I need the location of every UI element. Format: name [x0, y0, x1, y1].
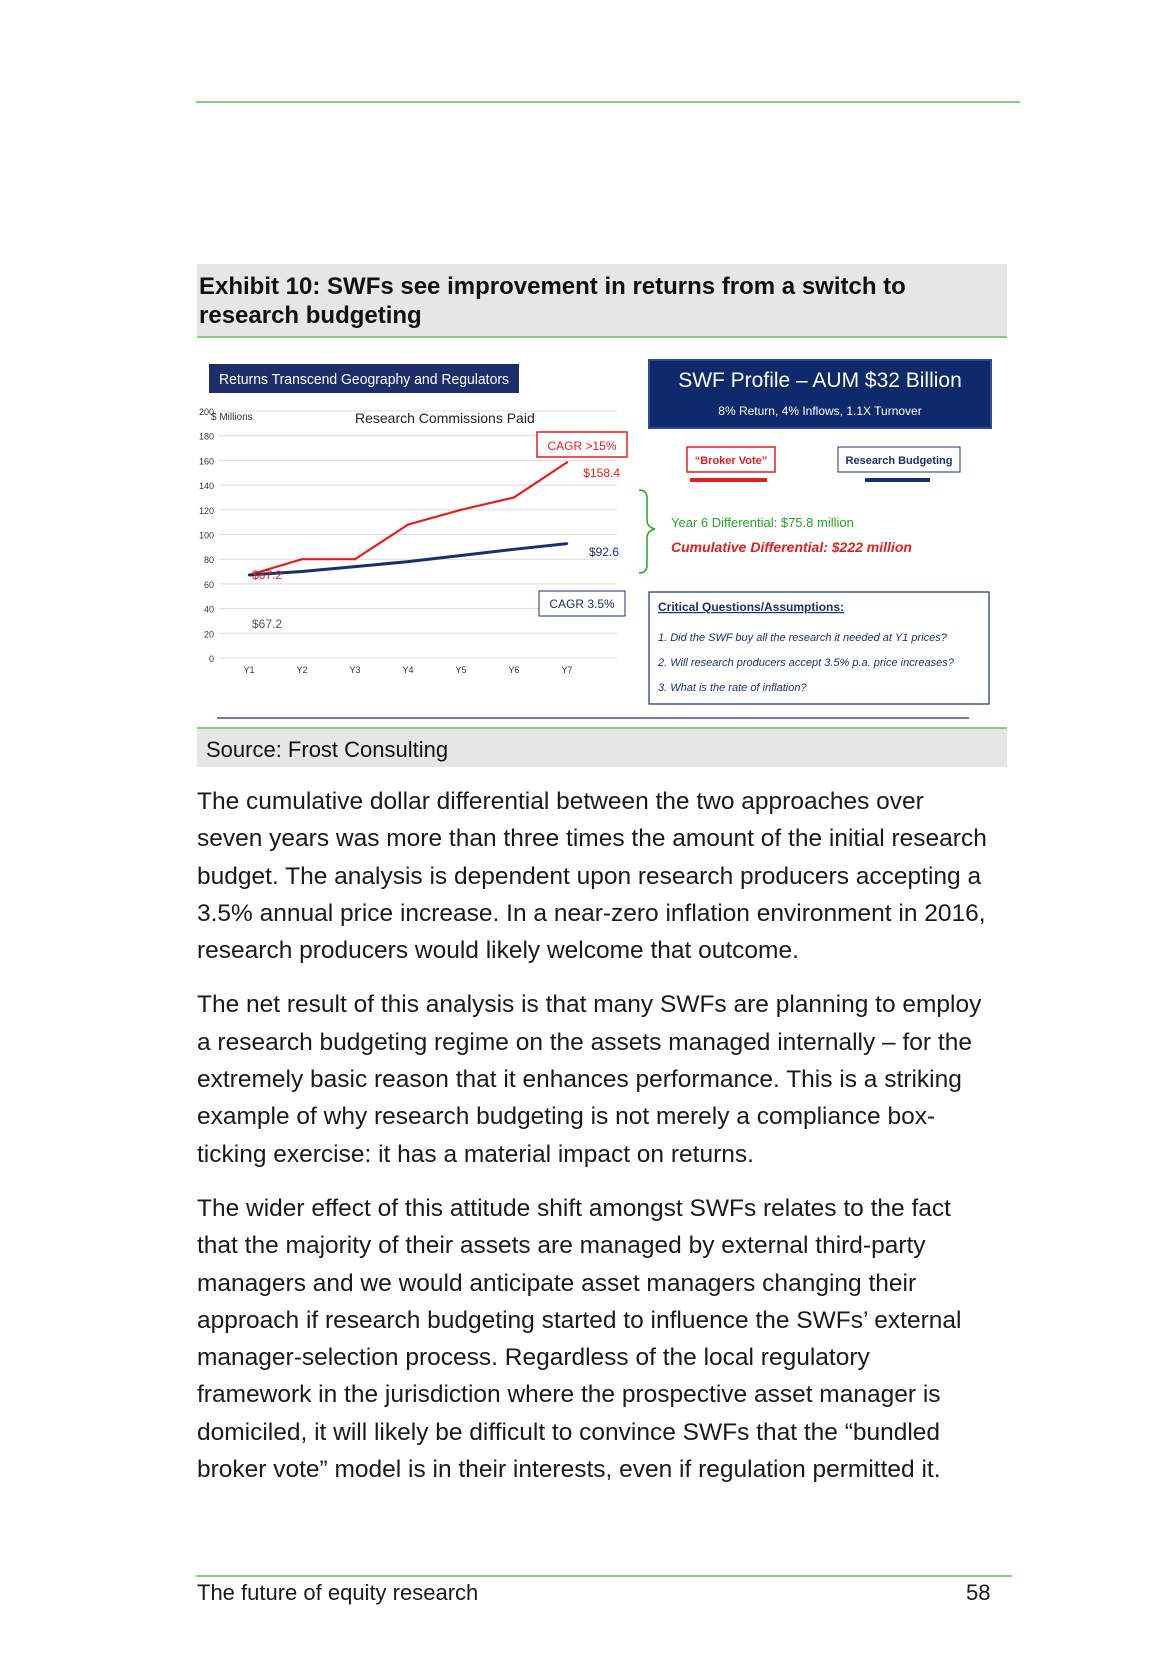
data-point — [301, 558, 303, 560]
cumulative-differential: Cumulative Differential: $222 million — [671, 539, 912, 555]
legend-broker-label: “Broker Vote” — [694, 455, 768, 467]
exhibit-header — [197, 264, 1007, 338]
data-point — [513, 496, 515, 498]
y-axis-ticks — [199, 407, 214, 664]
body-text — [197, 783, 1017, 1505]
question-2: 2. Will research producers accept 3.5% p.a. price increases? — [658, 657, 954, 669]
paragraph-line: seven years was more than three times the amount of the initial research — [197, 825, 987, 853]
x-tick-label: Y4 — [402, 665, 414, 675]
paragraph-line: research producers would likely welcome that outcome. — [197, 937, 799, 965]
chart-title: Research Commissions Paid — [355, 410, 535, 426]
x-tick-label: Y6 — [508, 665, 520, 675]
paragraph-line: domiciled, it will likely be difficult to convince SWFs that the “bundled — [197, 1418, 941, 1446]
paragraph-line: extremely basic reason that it enhances performance. This is a striking — [197, 1066, 962, 1094]
questions-title: Critical Questions/Assumptions: — [658, 600, 845, 614]
x-tick-label: Y7 — [561, 665, 573, 675]
paragraph-line: managers and we would anticipate asset managers changing their — [197, 1269, 917, 1297]
x-tick-label: Y1 — [243, 665, 255, 675]
cagr-high-label: CAGR >15% — [547, 439, 617, 453]
paragraph-line: The cumulative dollar differential between the two approaches over — [197, 788, 924, 815]
y-tick-label: 200 — [198, 407, 214, 417]
paragraph-line: The net result of this analysis is that many SWFs are planning to employ — [197, 991, 982, 1019]
paragraph-line: budget. The analysis is dependent upon research producers accepting a — [197, 862, 982, 890]
footer-title: The future of equity research — [197, 1580, 479, 1605]
data-point — [248, 574, 250, 576]
differential-bracket — [639, 490, 655, 573]
y-tick-label: 60 — [203, 579, 214, 590]
y-tick-label: 20 — [203, 629, 214, 640]
paragraph-line: The wider effect of this attitude shift amongst SWFs relates to the fact — [197, 1194, 951, 1222]
data-point — [301, 570, 303, 572]
y-units-label: $ Millions — [211, 412, 253, 423]
paragraph-3 — [197, 1190, 1017, 1488]
chart-header-label: Returns Transcend Geography and Regulators — [219, 371, 509, 388]
x-tick-label: Y5 — [455, 665, 467, 675]
paragraph-line: framework in the jurisdiction where the prospective asset manager is — [197, 1381, 941, 1409]
profile-subtitle: 8% Return, 4% Inflows, 1.1X Turnover — [718, 404, 922, 418]
header-rule — [196, 101, 1020, 103]
data-point — [354, 565, 356, 567]
y-tick-label: 0 — [208, 654, 214, 664]
data-point — [460, 554, 462, 556]
end-high-label: $158.4 — [583, 466, 620, 480]
end-low-label: $92.6 — [588, 545, 619, 559]
series-line-broker-vote — [249, 462, 567, 575]
data-point — [407, 523, 409, 525]
paragraph-line: 3.5% annual price increase. In a near-zero inflation environment in 2016, — [197, 899, 986, 927]
data-point — [566, 461, 568, 463]
y-tick-label: 140 — [198, 481, 214, 492]
exhibit-title: Exhibit 10: SWFs see improvement in returns from a switch to research budgeting — [199, 273, 906, 329]
source-note: Source: Frost Consulting — [206, 737, 449, 762]
data-point — [566, 542, 568, 544]
legend-budget-label: Research Budgeting — [845, 455, 953, 467]
paragraph-line: example of why research budgeting is not merely a compliance box- — [197, 1103, 936, 1131]
start-high-label: $67.2 — [252, 568, 283, 582]
x-tick-label: Y3 — [349, 665, 361, 675]
source-bar — [197, 727, 1007, 767]
y-tick-label: 160 — [198, 456, 214, 467]
chart-svg — [197, 355, 1007, 727]
start-low-label: $67.2 — [252, 617, 283, 631]
data-point — [354, 558, 356, 560]
y-tick-label: 80 — [203, 555, 214, 566]
footer-rule — [196, 1575, 1012, 1577]
paragraph-line: a research budgeting regime on the assets managed internally – for the — [197, 1028, 972, 1056]
x-axis-ticks — [243, 665, 572, 675]
exhibit-figure — [197, 355, 1007, 727]
data-point — [513, 548, 515, 550]
question-1: 1. Did the SWF buy all the research it needed at Y1 prices? — [658, 632, 947, 644]
profile-title: SWF Profile – AUM $32 Billion — [678, 369, 962, 392]
paragraph-1 — [197, 783, 1017, 969]
y-tick-label: 120 — [198, 505, 214, 516]
paragraph-line: manager-selection process. Regardless of the local regulatory — [197, 1344, 870, 1372]
paragraph-line: broker vote” model is in their interests, even if regulation permitted it. — [197, 1456, 941, 1484]
y-tick-label: 40 — [203, 604, 214, 615]
cagr-low-label: CAGR 3.5% — [549, 597, 615, 611]
paragraph-line: approach if research budgeting started to influence the SWFs’ external — [197, 1306, 962, 1334]
paragraph-line: ticking exercise: it has a material impact on returns. — [197, 1140, 754, 1168]
paragraph-line: that the majority of their assets are managed by external third-party — [197, 1232, 926, 1260]
y-tick-label: 180 — [198, 431, 214, 442]
data-point — [407, 560, 409, 562]
page-number: 58 — [966, 1580, 991, 1605]
question-3: 3. What is the rate of inflation? — [658, 682, 807, 694]
x-tick-label: Y2 — [296, 665, 308, 675]
paragraph-2 — [197, 986, 1017, 1172]
year6-differential: Year 6 Differential: $75.8 million — [671, 515, 854, 530]
data-point — [460, 509, 462, 511]
y-tick-label: 100 — [198, 530, 214, 541]
